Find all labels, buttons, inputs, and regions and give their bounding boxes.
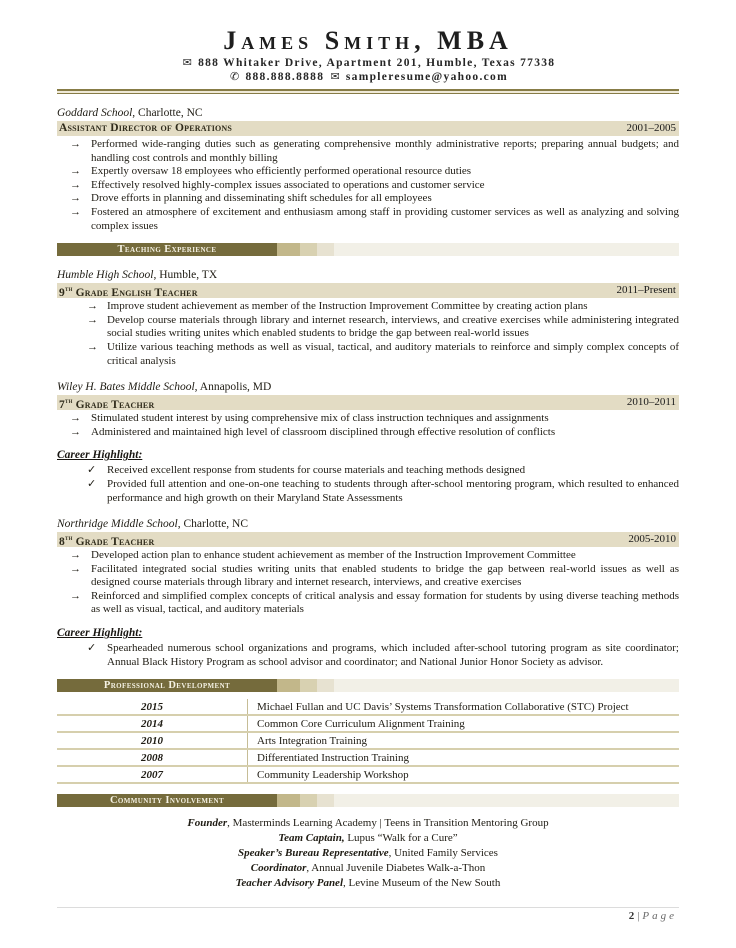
bullet-text: Stimulated student interest by using comprehensive mix of class instruction techniques and assignments xyxy=(91,412,549,425)
community-detail: , Annual Juvenile Diabetes Walk-a-Thon xyxy=(306,862,486,875)
highlight-text: Received excellent response from students for course materials and teaching methods designed xyxy=(107,464,526,477)
community-role: Teacher Advisory Panel xyxy=(235,877,343,890)
bullet-text: Improve student achievement as member of the Instruction Improvement Committee by creating action plans xyxy=(107,300,588,313)
bullet-text: Administered and maintained high level of classroom disciplined through effective resolution of conflicts xyxy=(91,425,556,438)
school-location: , Humble, TX xyxy=(153,269,218,282)
job-title: 7th Grade Teacher xyxy=(59,395,155,411)
community-involvement-list xyxy=(57,816,679,891)
year-cell: 2014 xyxy=(141,717,163,730)
arrow-bullet-icon: → xyxy=(70,589,81,602)
school-name: Goddard School xyxy=(57,107,133,119)
address-line xyxy=(57,57,679,70)
ordinal-superscript: th xyxy=(64,395,73,405)
community-role: Coordinator xyxy=(250,862,307,875)
arrow-bullet-icon: → xyxy=(70,425,81,438)
arrow-bullet-icon: → xyxy=(70,192,81,205)
phone-email-line xyxy=(57,71,679,84)
job-title: Assistant Director of Operations xyxy=(59,122,233,134)
job-title-bar-operations xyxy=(57,121,679,136)
phone-text: 888.888.8888 xyxy=(245,71,325,83)
arrow-bullet-icon: → xyxy=(87,340,98,353)
table-row xyxy=(57,750,679,767)
bullet-text: Utilize various teaching methods as well as visual, tactical, and auditory materials to reinforce and simply complex concepts of critical analysis xyxy=(107,340,679,367)
job-title: 8th Grade Teacher xyxy=(59,532,155,548)
page-number: 2 | Page xyxy=(628,910,677,922)
section-title: Community Involvement xyxy=(109,795,225,807)
highlight-list-7th-grade xyxy=(57,464,679,505)
job-title: 9th Grade English Teacher xyxy=(59,283,198,299)
professional-development-table xyxy=(57,699,679,784)
phone-icon: ✆ xyxy=(230,71,240,83)
highlight-list-8th-grade xyxy=(57,642,679,669)
bullet-text: Fostered an atmosphere of excitement and enthusiasm among staff in providing customer services as well as analyzing and solving complex issues xyxy=(91,205,679,232)
arrow-bullet-icon: → xyxy=(70,549,81,562)
course-cell: Community Leadership Workshop xyxy=(247,767,679,782)
job-dates: 2010–2011 xyxy=(626,396,676,409)
job-title-bar-9th-grade xyxy=(57,283,679,298)
community-entry xyxy=(57,861,679,876)
bullet-item xyxy=(57,206,679,233)
bullet-item xyxy=(57,192,679,206)
course-cell: Differentiated Instruction Training xyxy=(247,750,679,765)
arrow-bullet-icon: → xyxy=(70,205,81,218)
arrow-bullet-icon: → xyxy=(70,138,81,150)
year-cell: 2007 xyxy=(141,768,163,781)
community-role: Speaker’s Bureau Representative xyxy=(238,847,389,860)
community-entry xyxy=(57,831,679,846)
bullet-text: Expertly oversaw 18 employees who efficiently performed operational resource duties xyxy=(91,165,472,178)
job-dates: 2011–Present xyxy=(616,284,676,297)
bullet-item xyxy=(57,165,679,179)
arrow-bullet-icon: → xyxy=(87,313,98,326)
footer-divider xyxy=(57,907,679,908)
community-entry xyxy=(57,876,679,891)
bullet-text: Facilitated integrated social studies writing units that enabled students to bridge the gap between real-world issues as well as designed course materials through library and internet research, interviews, and creative exercises xyxy=(91,562,679,589)
job-title-bar-8th-grade xyxy=(57,532,679,547)
section-header-professional-development xyxy=(57,679,679,692)
job-dates: 2001–2005 xyxy=(626,122,676,134)
year-cell: 2008 xyxy=(141,751,163,764)
section-header-community-involvement xyxy=(57,794,679,807)
year-cell: 2015 xyxy=(141,700,163,713)
ordinal-superscript: th xyxy=(64,283,73,293)
arrow-bullet-icon: → xyxy=(70,562,81,575)
checkmark-icon: ✓ xyxy=(87,477,97,490)
table-row xyxy=(57,699,679,716)
bullet-list-9th-grade xyxy=(57,300,679,368)
school-location: , Charlotte, NC xyxy=(177,518,249,531)
bullet-item xyxy=(57,341,679,368)
envelope-icon: ✉ xyxy=(330,71,340,83)
course-cell: Michael Fullan and UC Davis’ Systems Transformation Collaborative (STC) Project xyxy=(247,699,679,714)
bullet-item xyxy=(57,179,679,193)
school-name: Northridge Middle School xyxy=(57,518,178,531)
bullet-text: Drove efforts in planning and disseminating shift schedules for all employees xyxy=(91,192,432,205)
community-detail: Lupus “Walk for a Cure” xyxy=(344,832,458,845)
community-detail: , United Family Services xyxy=(388,847,498,860)
bullet-text: Developed action plan to enhance student achievement as member of the Instruction Improvement Committee xyxy=(91,549,576,562)
school-location: , Annapolis, MD xyxy=(194,381,272,394)
community-role: Founder xyxy=(187,817,228,830)
section-header-teaching-experience xyxy=(57,243,679,256)
bullet-item xyxy=(57,300,679,314)
email-text: sampleresume@yahoo.com xyxy=(345,71,508,83)
bullet-list-8th-grade xyxy=(57,549,679,617)
bullet-text: Effectively resolved highly-complex issues associated to operations and customer service xyxy=(91,178,485,191)
arrow-bullet-icon: → xyxy=(70,165,81,178)
mail-icon: ✉ xyxy=(182,57,192,69)
bullet-text: Performed wide-ranging duties such as generating comprehensive monthly administrative reports; preparing annual budgets; and handling cost controls and monthly billing xyxy=(91,138,679,164)
school-line-goddard xyxy=(57,106,679,120)
bullet-item xyxy=(57,426,679,440)
ordinal-superscript: th xyxy=(64,532,73,542)
year-cell: 2010 xyxy=(141,734,163,747)
community-role: Team Captain, xyxy=(278,832,345,845)
bullet-text: Develop course materials through library and internet research, interviews, and creative exercises while administering integrated social studies writing unites which enabled students to bridge the gap between real-world issues xyxy=(107,313,679,340)
school-name: Humble High School xyxy=(57,269,154,282)
job-dates: 2005-2010 xyxy=(628,533,676,546)
section-title: Teaching Experience xyxy=(117,244,217,256)
career-highlight-heading: Career Highlight: xyxy=(57,449,143,462)
highlight-item xyxy=(57,478,679,505)
checkmark-icon: ✓ xyxy=(87,642,97,655)
table-row xyxy=(57,767,679,784)
school-name: Wiley H. Bates Middle School xyxy=(57,381,195,394)
school-location: , Charlotte, NC xyxy=(132,107,203,119)
arrow-bullet-icon: → xyxy=(87,300,98,313)
section-title: Professional Development xyxy=(103,680,231,692)
bullet-text: Reinforced and simplified complex concepts of critical analysis and essay formation for students by using diverse teaching methods as well as visual, tactical, and auditory materials xyxy=(91,589,679,616)
job-title-bar-7th-grade xyxy=(57,395,679,410)
candidate-name: James Smith, MBA xyxy=(223,26,513,55)
checkmark-icon: ✓ xyxy=(87,464,97,477)
course-cell: Arts Integration Training xyxy=(247,733,679,748)
bullet-item xyxy=(57,549,679,563)
bullet-item xyxy=(57,563,679,590)
table-row xyxy=(57,716,679,733)
career-highlight-heading: Career Highlight: xyxy=(57,627,143,640)
community-detail: , Masterminds Learning Academy | Teens in Transition Mentoring Group xyxy=(227,817,549,830)
bullet-list-operations xyxy=(57,138,679,233)
page-footer xyxy=(57,907,679,922)
highlight-item xyxy=(57,464,679,478)
bullet-item xyxy=(57,138,679,165)
highlight-text: Provided full attention and one-on-one teaching to students through after-school mentoring program, which resulted to enhanced performance and high growth on their Maryland State Assessments xyxy=(107,477,679,504)
community-entry xyxy=(57,846,679,861)
address-text: 888 Whitaker Drive, Apartment 201, Humble, Texas 77338 xyxy=(198,57,556,69)
course-cell: Common Core Curriculum Alignment Training xyxy=(247,716,679,731)
community-detail: , Levine Museum of the New South xyxy=(343,877,501,890)
bullet-item xyxy=(57,412,679,426)
arrow-bullet-icon: → xyxy=(70,412,81,425)
bullet-list-7th-grade xyxy=(57,412,679,439)
bullet-item xyxy=(57,590,679,617)
highlight-text: Spearheaded numerous school organizations and programs, which included after-school tutoring program as site coordinator; Annual Black History Program as school advisor and coordinator; and National Junior Honor Society as advisor. xyxy=(107,642,679,668)
table-row xyxy=(57,733,679,750)
header-divider xyxy=(57,89,679,94)
bullet-item xyxy=(57,314,679,341)
community-entry xyxy=(57,816,679,831)
highlight-item xyxy=(57,642,679,669)
arrow-bullet-icon: → xyxy=(70,178,81,191)
